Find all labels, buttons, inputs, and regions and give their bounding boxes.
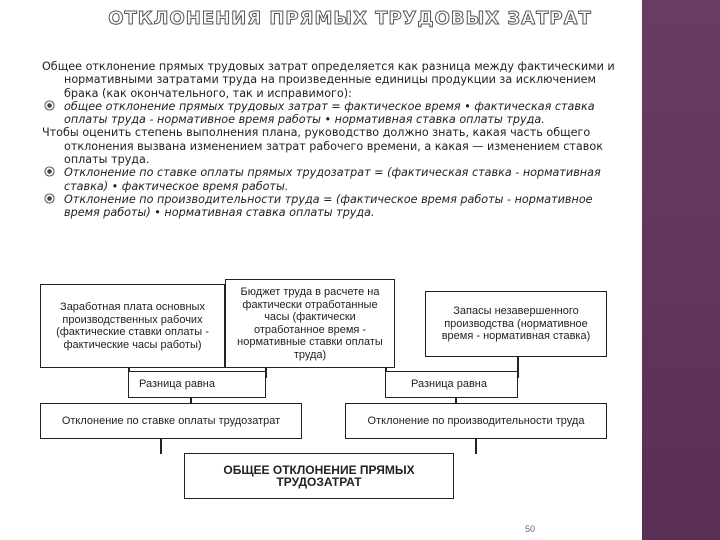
box-productivity-variance: Отклонение по производительности труда	[345, 403, 607, 439]
bullet-circle-icon	[44, 100, 55, 111]
bullet-text: общее отклонение прямых трудовых затрат = фактическое время • фактическая ставка оплаты труда - нормативное время работы • нормативная ставка оплаты труда.	[64, 99, 595, 127]
decorative-sidebar	[642, 0, 720, 540]
box-actual-wages: Заработная плата основных производственных рабочих (фактические ставки оплаты - фактические часы работы)	[40, 284, 225, 368]
bullet-productivity-variance-formula	[42, 193, 622, 220]
connector-line	[160, 439, 162, 454]
box-rate-variance: Отклонение по ставке оплаты трудозатрат	[40, 403, 302, 439]
box-labor-budget: Бюджет труда в расчете на фактически отработанные часы (фактически отработанное время - нормативные ставки оплаты труда)	[225, 279, 395, 368]
sidebar-divider	[640, 0, 642, 540]
bullet-text: Отклонение по производительности труда = (фактическое время работы - нормативное время работы) • нормативная ставка оплаты труда.	[64, 192, 593, 220]
bullet-total-variance-formula	[42, 100, 622, 127]
box-difference-right: Разница равна	[385, 371, 518, 398]
slide-title: ОТКЛОНЕНИЯ ПРЯМЫХ ТРУДОВЫХ ЗАТРАТ	[108, 8, 592, 29]
paragraph-total-variance: Общее отклонение прямых трудовых затрат определяется как разница между фактическими и нормативными затратами труда на произведенные единицы продукции за исключением брака (как окончательного, так и исправимого):	[42, 60, 615, 100]
bullet-circle-icon	[44, 166, 55, 177]
page-number: 50	[525, 524, 536, 534]
box-work-in-process: Запасы незавершенного производства (нормативное время - нормативная ставка)	[425, 291, 607, 357]
bullet-rate-variance-formula	[42, 166, 622, 193]
box-total-variance: ОБЩЕЕ ОТКЛОНЕНИЕ ПРЯМЫХ ТРУДОЗАТРАТ	[184, 453, 454, 499]
slide-body	[42, 60, 622, 220]
bullet-text: Отклонение по ставке оплаты прямых трудозатрат = (фактическая ставка - нормативная ставка) • фактическое время работы.	[64, 166, 601, 193]
box-difference-left: Разница равна	[128, 371, 266, 398]
bullet-circle-icon	[44, 193, 55, 204]
connector-line	[475, 439, 477, 454]
paragraph-plan-evaluation: Чтобы оценить степень выполнения плана, руководство должно знать, какая часть общего отклонения вызвана изменением затрат рабочего времени, а какая — изменением ставок оплаты труда.	[42, 126, 603, 167]
